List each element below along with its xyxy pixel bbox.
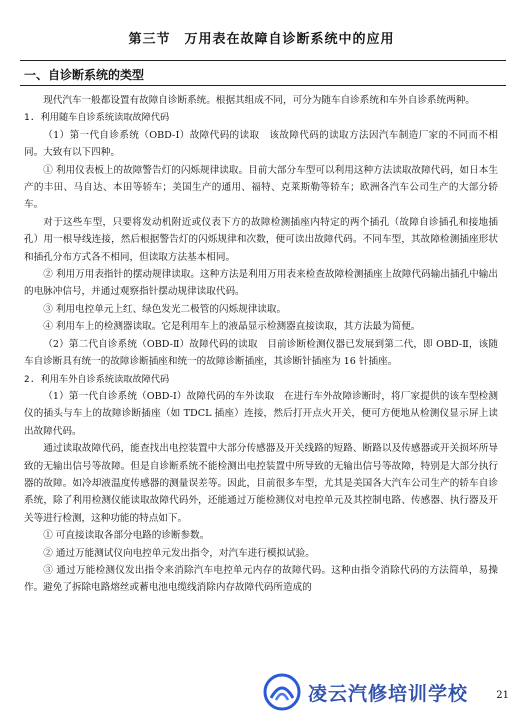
paragraph: （2）第二代自诊系统（OBD-Ⅱ）故障代码的读取 目前诊断检测仪器已发展到第二代，即 OBD-Ⅱ，该随车自诊断具有统一的故障诊断插座和统一的故障诊断插座，其诊断针插座为 16 针插座。 (24, 338, 498, 368)
paragraph: （1）第一代自诊系统（OBD-Ⅰ）故障代码的读取 该故障代码的读取方法因汽车制造厂家的不同而不相同。大致有以下四种。 (24, 129, 498, 159)
subheading: 1. 利用随车自诊系统读取故障代码 (24, 112, 170, 124)
section-title: 第三节 万用表在故障自诊断系统中的应用 (128, 32, 395, 47)
page-number: 21 (496, 690, 509, 701)
paragraph: ③ 利用电控单元上红、绿色发光二极管的闪烁规律读取。 (43, 303, 287, 315)
paragraph: 对于这些车型，只要将发动机附近或仪表下方的故障检测插座内特定的两个插孔（故障自诊插孔和接地插孔）用一根导线连接，然后根据警告灯的闪烁规律和次数，便可读出故障代码。不同车型，其故障检测插座形状和插孔分布方式各不相同，但读取方法基本相同。 (24, 216, 498, 263)
paragraph: ① 利用仪表板上的故障警告灯的闪烁规律读取。目前大部分车型可以利用这种方法读取故障代码，如日本生产的丰田、马自达、本田等轿车；美国生产的通用、福特、克莱斯勒等轿车；欧洲各汽车公司生产的大部分轿车。 (24, 164, 498, 211)
subheading: 2. 利用车外自诊系统读取故障代码 (24, 373, 170, 385)
paragraph: （1）第一代自诊系统（OBD-Ⅰ）故障代码的车外读取 在进行车外故障诊断时，将厂家提供的该车型检测仪的插头与车上的故障诊断插座（如 TDCL 插座）连接，然后打开点火开关，便可方便地从检测仪显示屏上读出故障代码。 (24, 390, 498, 437)
watermark-text: 凌云汽修培训学校 (308, 682, 469, 705)
paragraph: 现代汽车一般都设置有故障自诊断系统。根据其组成不同，可分为随车自诊系统和车外自诊系统两种。 (43, 95, 475, 106)
section-heading: 一、自诊断系统的类型 (24, 68, 145, 82)
heading-rule (20, 85, 506, 86)
top-rule (20, 60, 506, 61)
watermark (262, 672, 512, 712)
paragraph: ② 通过万能测试仪向电控单元发出指令，对汽车进行模拟试验。 (43, 547, 315, 559)
watermark-logo-icon (262, 672, 302, 712)
body-text (24, 92, 498, 597)
paragraph: 通过读取故障代码，能查找出电控装置中大部分传感器及开关线路的短路、断路以及传感器或开关损坏所导致的无输出信号等故障。但是自诊断系统不能检测出电控装置中所导致的无输出信号等故障，特别是大部分执行器的故障。如冷却液温度传感器的测量误差等。因此，目前很多车型，尤其是美国各大汽车公司生产的轿车自诊系统，除了利用检测仪能读取故障代码外，还能通过万能检测仪对电控单元及其控制电路、传感器、执行器及开关等进行检测，这种功能的特点如下。 (24, 443, 498, 524)
paragraph: ② 利用万用表指针的摆动规律读取。这种方法是利用万用表来检查故障检测插座上故障代码输出插孔中输出的电脉冲信号，并通过观察指针摆动规律读取代码。 (24, 269, 498, 298)
paragraph: ① 可直接读取各部分电路的诊断参数。 (43, 530, 210, 542)
paragraph: ④ 利用车上的检测器读取。它是利用车上的液晶显示检测器直接读取，其方法最为简便。 (43, 321, 421, 333)
paragraph: ③ 通过万能检测仪发出指令来消除汽车电控单元内存的故障代码。这种由指令消除代码的方法简单，易操作。避免了拆除电路熔丝或蓄电池电缆线消除内存故障代码所造成的 (24, 564, 498, 594)
